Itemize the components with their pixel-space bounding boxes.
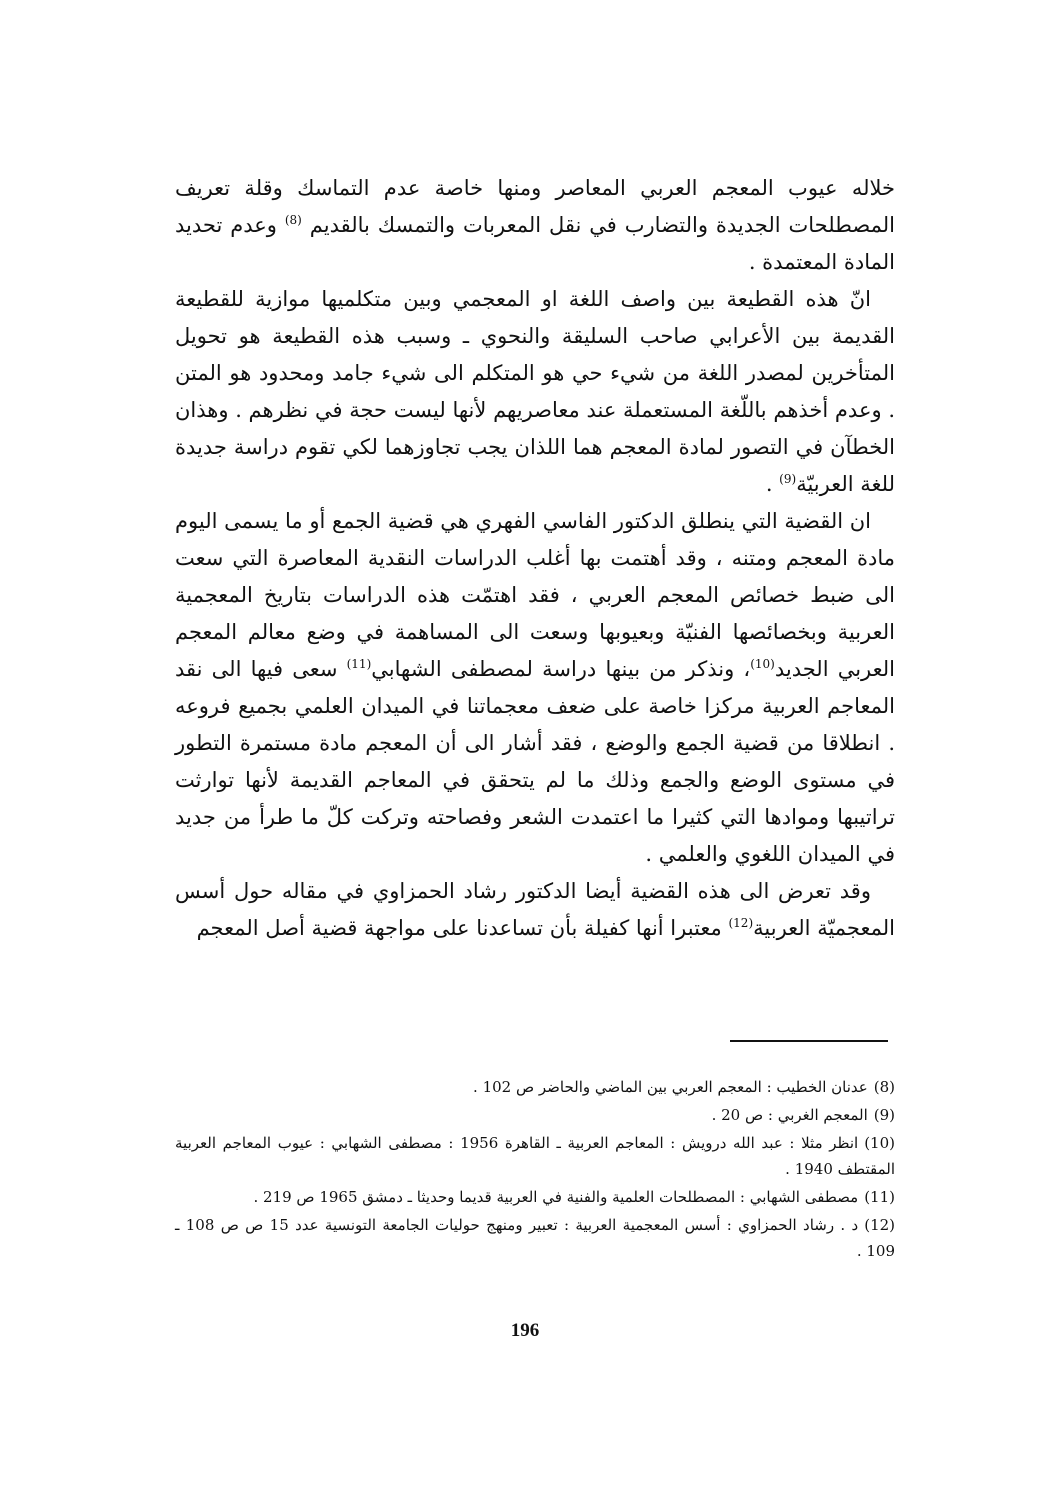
footnote-number: (8) [873, 1078, 895, 1096]
text-run: معتبرا أنها كفيلة بأن تساعدنا على مواجهة قضية أصل المعجم [196, 916, 729, 940]
footnote-text: د . رشاد الحمزاوي : أسس المعجمية العربية : تعبير ومنهج حوليات الجامعة التونسية عدد 15 ص ص 108 ـ 109 . [175, 1216, 895, 1260]
footnote-text: انظر مثلا : عبد الله درويش : المعاجم العربية ـ القاهرة 1956 : مصطفى الشهابي : عيوب المعاجم العربية المقتطف 1940 . [175, 1134, 895, 1178]
text-run: وقد تعرض الى هذه القضية أيضا الدكتور رشاد الحمزاوي في مقاله حول أسس المعجميّة العربية [175, 879, 895, 940]
footnote-number: (11) [864, 1188, 895, 1206]
footnote [175, 1074, 895, 1100]
footnote-ref: (9) [779, 472, 797, 486]
text-run: وعدم تحديد المادة المعتمدة . [175, 213, 895, 274]
page-number: 196 [510, 1320, 540, 1341]
paragraph [175, 170, 895, 281]
footnote-ref: (8) [284, 213, 302, 227]
footnote-text: عدنان الخطيب : المعجم العربي بين الماضي والحاضر ص 102 . [473, 1078, 868, 1096]
footnote-text: مصطفى الشهابي : المصطلحات العلمية والفنية في العربية قديما وحديثا ـ دمشق 1965 ص 219 . [253, 1188, 859, 1206]
footnote-ref: (12) [728, 916, 754, 930]
paragraph [175, 503, 895, 873]
text-run: سعى فيها الى نقد المعاجم العربية مركزا خاصة على ضعف معجماتنا في الميدان العلمي بجميع فروعه . انطلاقا من قضية الجمع والوضع ، فقد أشار الى أن المعجم مادة مستمرة التطور في مستوى الوضع والجمع وذلك ما لم يتحقق في المعاجم القديمة لأنها توارثت تراتيبها وموادها التي كثيرا ما اعتمدت الشعر وفصاحته وتركت كلّ ما طرأ من جديد في الميدان اللغوي والعلمي . [175, 657, 895, 866]
footnote-ref: (11) [346, 657, 372, 671]
text-run: ان القضية التي ينطلق الدكتور الفاسي الفهري هي قضية الجمع أو ما يسمى اليوم مادة المعجم ومتنه ، وقد أهتمت بها أغلب الدراسات النقدية المعاصرة التي سعت الى ضبط خصائص المعجم العربي ، فقد اهتمّت هذه الدراسات بتاريخ المعجمية العربية وبخصائصها الفنيّة وبعيوبها وسعت الى المساهمة في وضع معالم المعجم العربي الجديد [175, 509, 895, 681]
text-run: ، ونذكر من بينها دراسة لمصطفى الشهابي [371, 657, 751, 681]
footnote-number: (10) [864, 1134, 895, 1152]
paragraph [175, 281, 895, 503]
text-run: خلاله عيوب المعجم العربي المعاصر ومنها خاصة عدم التماسك وقلة تعريف المصطلحات الجديدة والتضارب في نقل المعربات والتمسك بالقديم [175, 176, 895, 237]
text-run: انّ هذه القطيعة بين واصف اللغة او المعجمي وبين متكلميها موازية للقطيعة القديمة بين الأعرابي صاحب السليقة والنحوي ـ وسبب هذه القطيعة هو تحويل المتأخرين لمصدر اللغة من شيء حي هو المتكلم الى شيء جامد ومحدود هو المتن . وعدم أخذهم باللّغة المستعملة عند معاصريهم لأنها ليست حجة في نظرهم . وهذان الخطآن في التصور لمادة المعجم هما اللذان يجب تجاوزهما لكي تقوم دراسة جديدة للغة العربيّة [175, 287, 895, 496]
footnote [175, 1212, 895, 1264]
paragraph [175, 873, 895, 947]
footnote-separator [730, 1040, 888, 1042]
footnote [175, 1102, 895, 1128]
footnotes [175, 1074, 895, 1266]
footnote-number: (12) [864, 1216, 896, 1234]
body-text [175, 170, 895, 947]
footnote-text: المعجم الغربي : ص 20 . [711, 1106, 868, 1124]
footnote [175, 1184, 895, 1210]
footnote-ref: (10) [750, 657, 775, 671]
text-run: . [765, 472, 780, 496]
footnote-number: (9) [873, 1106, 895, 1124]
footnote [175, 1130, 895, 1182]
